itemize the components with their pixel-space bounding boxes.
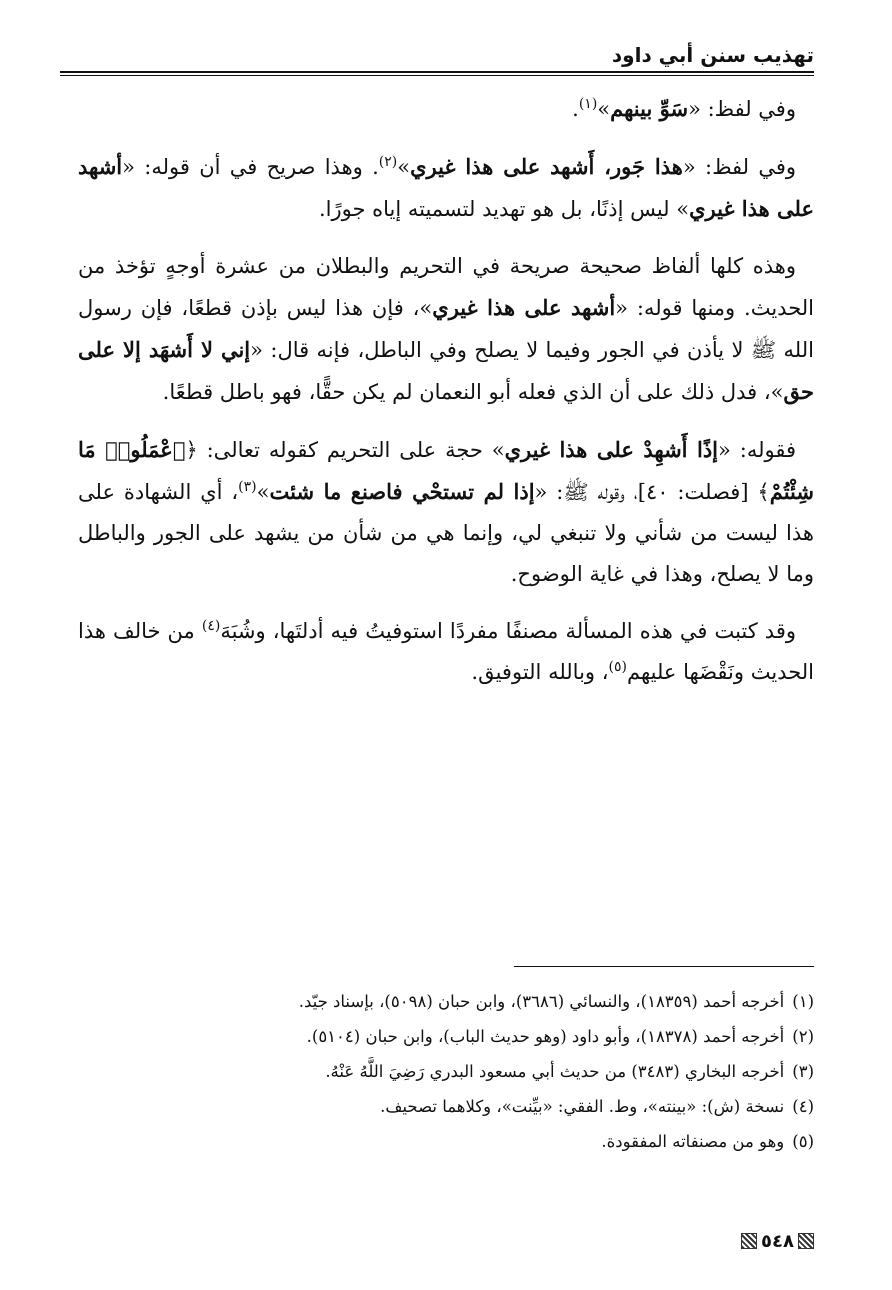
footnote-item (78, 1089, 814, 1124)
paragraph-4 (78, 429, 814, 595)
page-number-block (741, 1228, 814, 1254)
paragraph-2 (78, 146, 814, 230)
footnote-item (78, 1019, 814, 1054)
hadith-quote: إذا لم تستحْي فاصنع ما شئت (269, 479, 535, 504)
footnote-text: وهو من مصنفاته المفقودة. (601, 1132, 785, 1151)
hadith-quote: هذا جَور، أَشهد على هذا غيري (410, 154, 683, 179)
ornament-icon (798, 1233, 814, 1249)
ornament-icon (741, 1233, 757, 1249)
text: وفي لفظ: « (688, 97, 796, 121)
text: ، أي الشهادة على هذا ليست من شأني ولا تنبغي لي، وإنما هي من شأن من يشهد على الجور والباطل وما لا يصلح، وهذا في غاية الوضوح. (78, 480, 814, 586)
footnote-ref-4[interactable]: (٤) (201, 618, 221, 634)
footnote-number: (٤) (792, 1097, 814, 1116)
text: » (256, 480, 270, 504)
text: ، وبالله التوفيق. (471, 660, 609, 684)
footnote-text: أخرجه البخاري (٣٤٨٣) من حديث أبي مسعود البدري رَضِيَ اللَّهُ عَنْهُ. (325, 1062, 785, 1081)
text: » (597, 97, 611, 121)
footnote-number: (١) (792, 992, 814, 1011)
footnote-ref-1[interactable]: (١) (578, 96, 598, 112)
footnote-number: (٣) (792, 1062, 814, 1081)
footnote-text: أخرجه أحمد (١٨٣٧٨)، وأبو داود (وهو حديث الباب)، وابن حبان (٥١٠٤). (306, 1027, 785, 1046)
footnote-ref-3[interactable]: (٣) (238, 479, 257, 495)
text: وهذه كلها ألفاظ صحيحة صريحة في التحريم والبطلان من عشرة أوجهٍ تؤخذ من الحديث. ومنها قوله: « (78, 254, 814, 320)
book-title: تهذيب سنن أبي داود (611, 43, 814, 67)
footnote-separator (514, 966, 814, 967)
hadith-quote: أشهد على هذا غيري (432, 295, 616, 320)
hadith-quote: إني لا أَشهَد إلا على حق (78, 337, 814, 404)
text: » ليس إذنًا، بل هو تهديد لتسميته إياه جورًا. (318, 197, 690, 221)
footnotes-list (78, 984, 814, 1159)
footnote-number: (٥) (792, 1132, 814, 1151)
text: وفي لفظ: « (682, 155, 796, 179)
hadith-quote: أشهد على هذا غيري (78, 154, 814, 221)
text: . وهذا صريح في أن قوله: « (122, 155, 379, 179)
footnote-number: (٢) (792, 1027, 814, 1046)
footnote-item (78, 1124, 814, 1159)
paragraph-3 (78, 246, 814, 413)
paragraph-1 (78, 88, 814, 130)
running-header (60, 40, 814, 76)
footnote-ref-5[interactable]: (٥) (608, 659, 627, 675)
footnote-ref-2[interactable]: (٢) (378, 154, 398, 170)
text: »، فدل ذلك على أن الذي فعله أبو النعمان لم يكن حقًّا، فهو باطل قطعًا. (162, 380, 784, 404)
text: » حجة على التحريم كقوله تعالى: ﴿ (185, 438, 505, 462)
text: ﴾ [فصلت: ٤٠]، وقوله ﷺ: « (534, 480, 770, 504)
quran-verse: ٱعْمَلُوا۟ مَا شِئْتُمْ (78, 437, 814, 504)
footnote-text: أخرجه أحمد (١٨٣٥٩)، والنسائي (٣٦٨٦)، وابن حبان (٥٠٩٨)، بإسناد جيّد. (298, 992, 785, 1011)
text: »، فإن هذا ليس بإذن قطعًا، فإن رسول الله ﷺ لا يأذن في الجور وفيما لا يصلح وفي الباطل، فإنه قال: « (78, 296, 814, 362)
footnote-item (78, 984, 814, 1019)
page-number: ٥٤٨ (761, 1230, 794, 1252)
main-text (78, 88, 814, 693)
hadith-quote: سَوِّ بينهم (610, 96, 689, 121)
header-rule (60, 71, 814, 76)
footnote-item (78, 1054, 814, 1089)
footnote-text: نسخة (ش): «بينته»، وط. الفقي: «بيِّنت»، وكلاهما تصحيف. (380, 1097, 785, 1116)
text: وقد كتبت في هذه المسألة مصنفًا مفردًا استوفيتُ فيه أدلتَها، وشُبَهَ (220, 619, 796, 643)
text: فقوله: « (718, 438, 796, 462)
text: » (397, 155, 411, 179)
text: من خالف هذا الحديث ونَقْضَها عليهم (78, 619, 814, 684)
paragraph-5 (78, 611, 814, 693)
hadith-quote: إذًا أَشهِدْ على هذا غيري (504, 437, 719, 462)
text: . (572, 97, 579, 121)
